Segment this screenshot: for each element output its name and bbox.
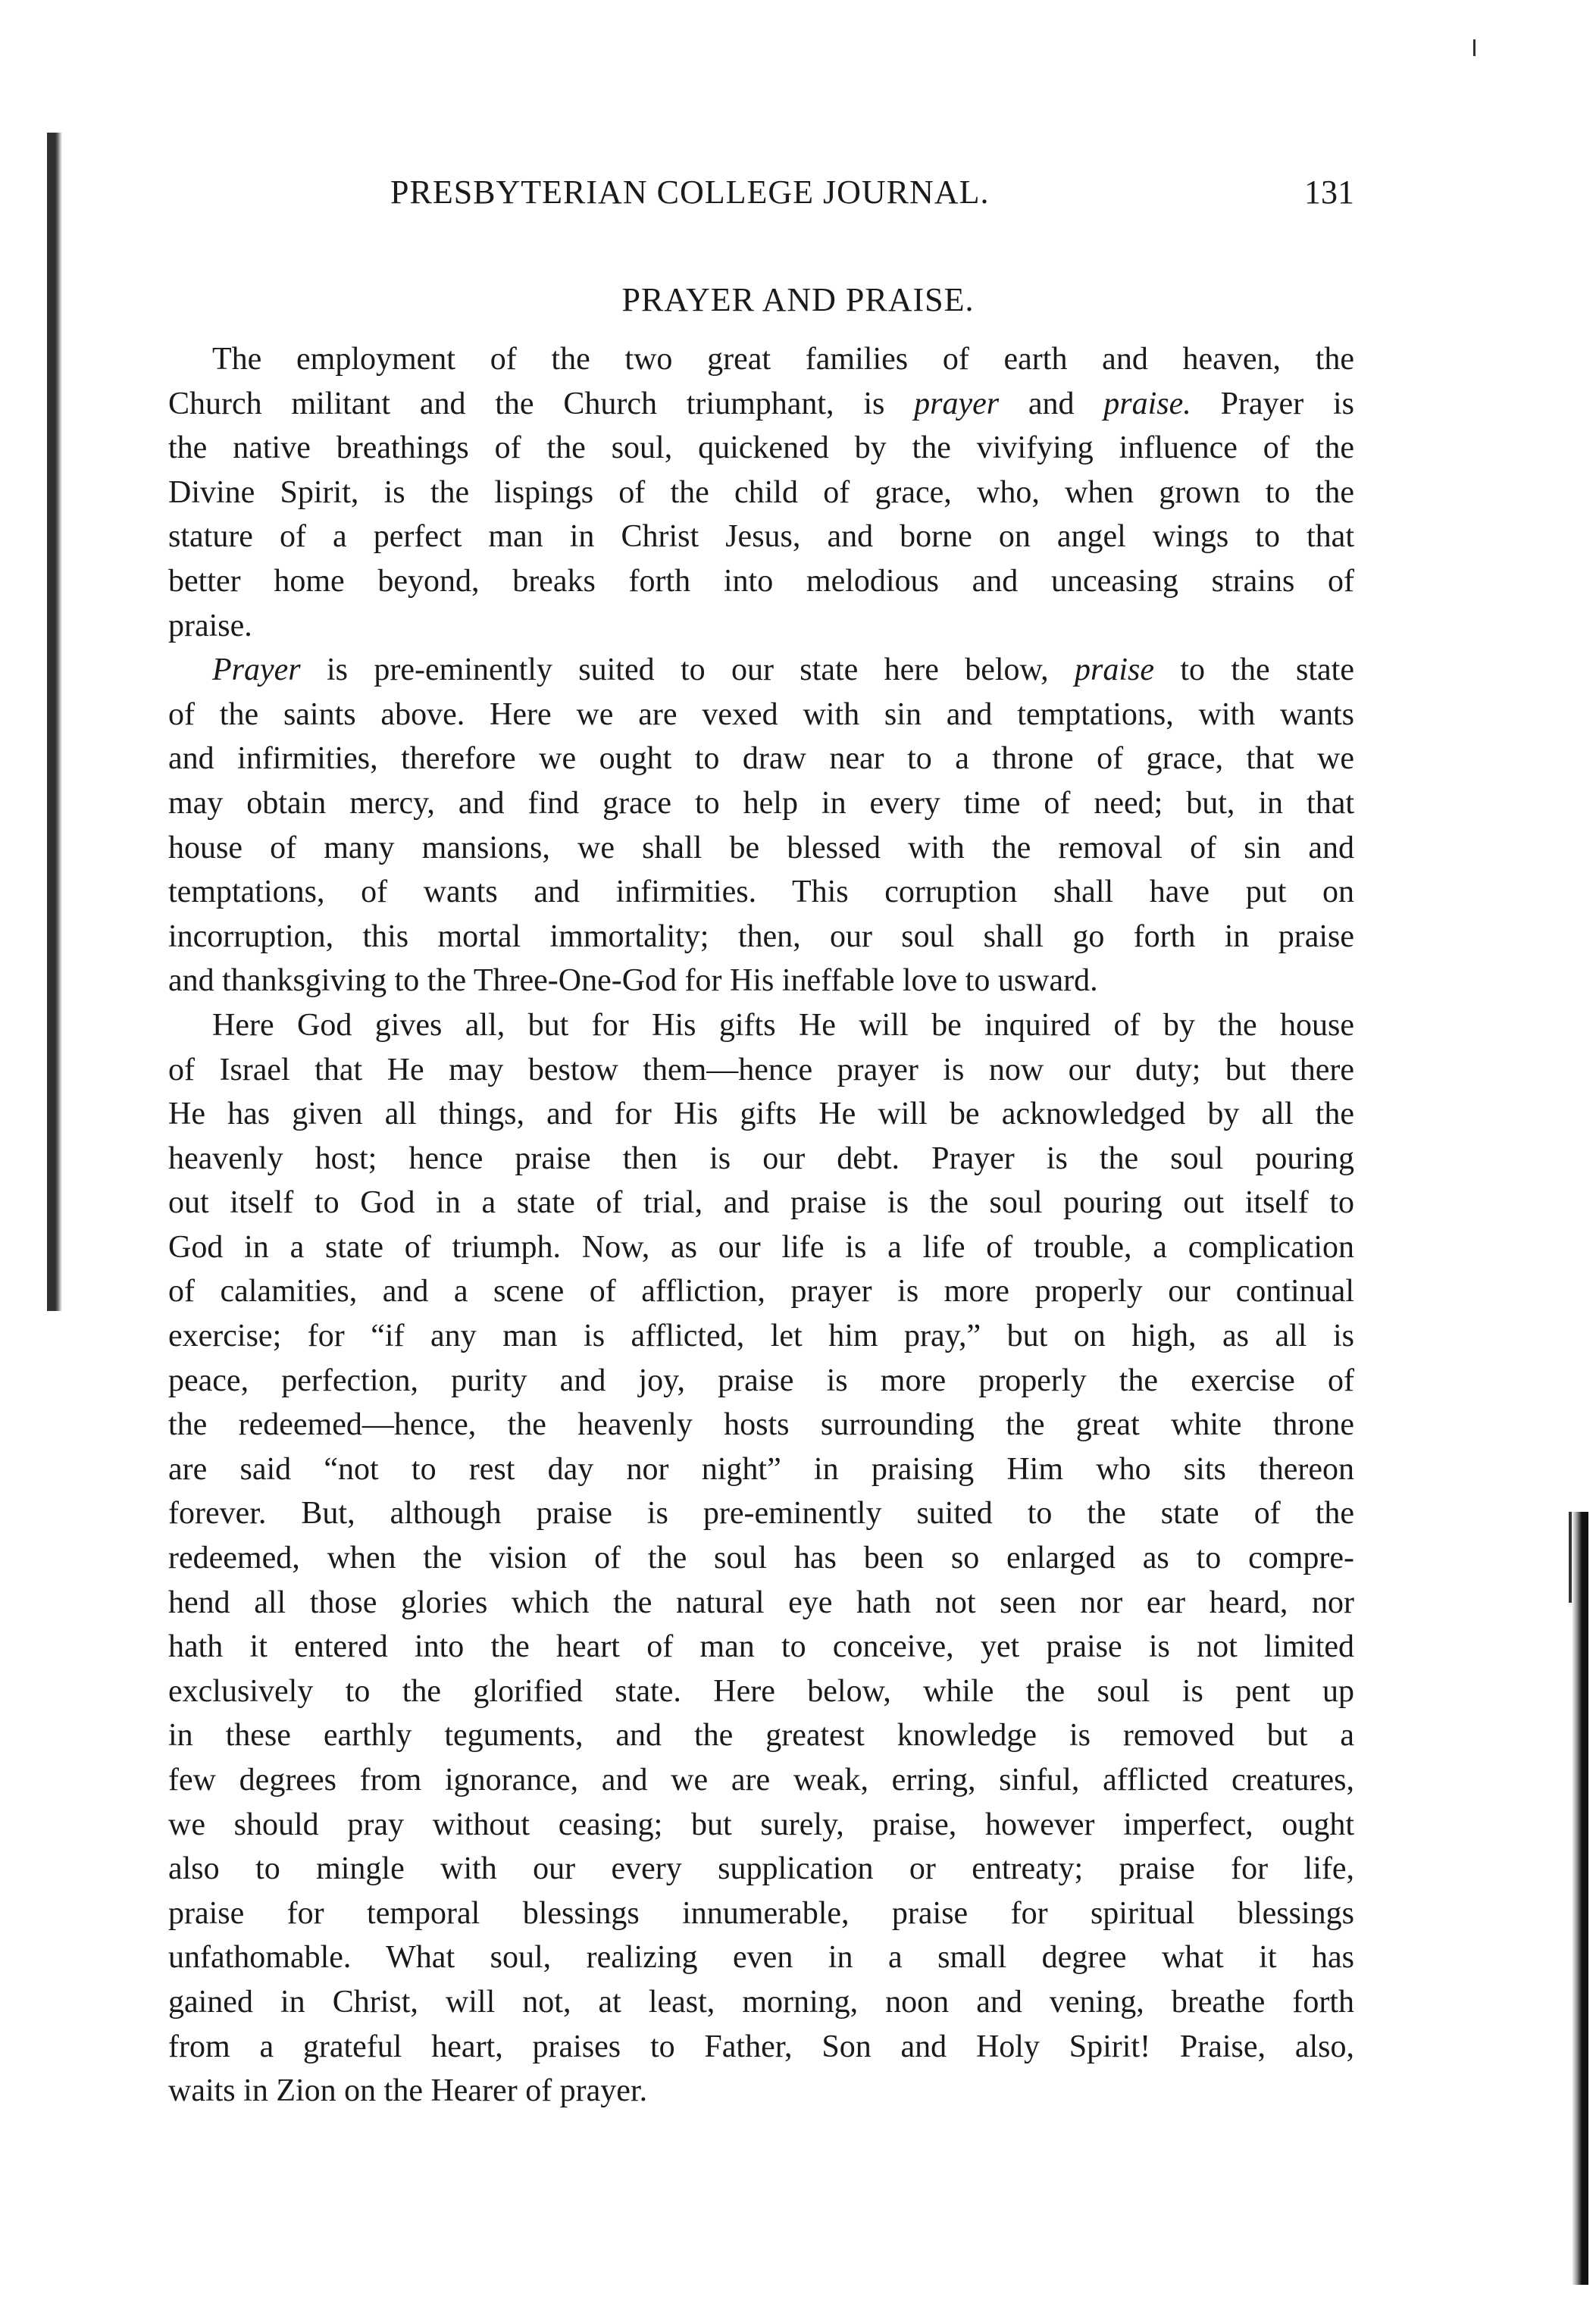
text-line [168, 382, 1354, 427]
text-line [168, 1669, 1354, 1714]
text-line [168, 1269, 1354, 1314]
italic-text: praise [1075, 652, 1154, 688]
text-line [168, 737, 1354, 781]
text-line [168, 1181, 1354, 1225]
scan-mark [1473, 39, 1476, 56]
text-line [168, 1891, 1354, 1936]
text-run: Here God gives all, but for His gifts He will be inquired of by the house [212, 1007, 1354, 1043]
text-line [168, 604, 1354, 649]
text-line [168, 515, 1354, 559]
text-line [168, 1536, 1354, 1581]
text-line [168, 1758, 1354, 1803]
text-line [168, 559, 1354, 604]
text-run: hath it entered into the heart of man to conceive, yet praise is not limited [168, 1629, 1354, 1665]
text-run: may obtain mercy, and find grace to help in every time of need; but, in that [168, 785, 1354, 821]
text-run: house of many mansions, we shall be blessed with the removal of sin and [168, 830, 1354, 865]
text-run: peace, perfection, purity and joy, praise is more properly the exercise of [168, 1363, 1354, 1398]
article-title: PRAYER AND PRAISE. [621, 281, 975, 318]
text-line [168, 781, 1354, 826]
text-run: also to mingle with our every supplication or entreaty; praise for life, [168, 1851, 1354, 1887]
text-line [168, 915, 1354, 959]
text-run: of Israel that He may bestow them—hence prayer is now our duty; but there [168, 1052, 1354, 1087]
text-run: exclusively to the glorified state. Here below, while the soul is pent up [168, 1673, 1354, 1709]
paragraph [168, 648, 1354, 1003]
text-run: out itself to God in a state of trial, and praise is the soul pouring out itself to [168, 1185, 1354, 1221]
text-line [168, 1491, 1354, 1536]
text-run: heavenly host; hence praise then is our debt. Prayer is the soul pouring [168, 1140, 1354, 1176]
text-line [168, 959, 1354, 1003]
text-line [168, 471, 1354, 515]
text-run: in these earthly teguments, and the greatest knowledge is removed but a [168, 1718, 1354, 1754]
text-line [168, 693, 1354, 737]
text-line [168, 426, 1354, 471]
running-title: PRESBYTERIAN COLLEGE JOURNAL. [390, 174, 990, 211]
text-run: gained in Christ, will not, at least, morning, noon and vening, breathe forth [168, 1984, 1354, 2020]
italic-text: praise. [1103, 386, 1191, 421]
text-line [168, 870, 1354, 915]
paragraph [168, 1003, 1354, 2114]
italic-text: Prayer [212, 652, 301, 688]
text-line [168, 1713, 1354, 1758]
text-run: of the saints above. Here we are vexed with sin and temptations, with wants [168, 696, 1354, 732]
text-run: are said “not to rest day nor night” in praising Him who sits thereon [168, 1451, 1354, 1487]
text-line [168, 2025, 1354, 2070]
text-run: incorruption, this mortal immortality; then, our soul shall go forth in praise [168, 918, 1354, 954]
text-line [168, 1137, 1354, 1181]
text-run: better home beyond, breaks forth into melodious and unceasing strains of [168, 563, 1354, 599]
text-run: to the state [1154, 652, 1354, 688]
text-line [168, 1092, 1354, 1137]
article-body [168, 337, 1354, 2114]
text-run: and [999, 386, 1104, 421]
text-line [168, 1447, 1354, 1492]
text-line [168, 1225, 1354, 1270]
text-line [168, 1359, 1354, 1403]
page-number: 131 [1304, 174, 1354, 211]
text-line [168, 1935, 1354, 1980]
text-run: Prayer is [1191, 386, 1354, 421]
text-run: The employment of the two great families of earth and heaven, the [212, 342, 1354, 377]
text-line [168, 1625, 1354, 1669]
text-run: the redeemed—hence, the heavenly hosts surrounding the great white throne [168, 1407, 1354, 1443]
text-run: unfathomable. What soul, realizing even in a small degree what it has [168, 1940, 1354, 1976]
text-line [168, 337, 1354, 382]
text-run: of calamities, and a scene of affliction, prayer is more properly our continual [168, 1274, 1354, 1309]
text-run: few degrees from ignorance, and we are weak, erring, sinful, afflicted creatures, [168, 1763, 1354, 1798]
text-line [168, 1048, 1354, 1093]
italic-text: prayer [914, 386, 1000, 421]
text-run: God in a state of triumph. Now, as our life is a life of trouble, a complication [168, 1229, 1354, 1265]
text-run: forever. But, although praise is pre-eminently suited to the state of the [168, 1496, 1354, 1532]
text-run: He has given all things, and for His gifts He will be acknowledged by all the [168, 1097, 1354, 1132]
text-run: from a grateful heart, praises to Father, Son and Holy Spirit! Praise, also, [168, 2029, 1354, 2064]
text-line [168, 826, 1354, 871]
text-run: waits in Zion on the Hearer of prayer. [168, 2073, 648, 2109]
text-line [168, 1003, 1354, 1048]
text-line [168, 1847, 1354, 1891]
text-run: and thanksgiving to the Three-One-God for His ineffable love to usward. [168, 963, 1098, 999]
text-run: praise for temporal blessings innumerable, praise for spiritual blessings [168, 1895, 1354, 1931]
text-run: we should pray without ceasing; but surely, praise, however imperfect, ought [168, 1807, 1354, 1842]
text-run: redeemed, when the vision of the soul has been so enlarged as to compre- [168, 1541, 1354, 1576]
text-line [168, 1980, 1354, 2025]
text-run: exercise; for “if any man is afflicted, let him pray,” but on high, as all is [168, 1319, 1354, 1354]
text-run: temptations, of wants and infirmities. This corruption shall have put on [168, 875, 1354, 910]
text-line [168, 648, 1354, 693]
text-run: the native breathings of the soul, quickened by the vivifying influence of the [168, 430, 1354, 466]
text-run: is pre-eminently suited to our state here below, [300, 652, 1075, 688]
text-run: praise. [168, 608, 252, 643]
text-run: and infirmities, therefore we ought to draw near to a throne of grace, that we [168, 741, 1354, 777]
text-line [168, 1314, 1354, 1359]
running-head [390, 173, 1354, 226]
text-line [168, 1403, 1354, 1447]
text-run: Church militant and the Church triumphant, is [168, 386, 915, 421]
text-run: hend all those glories which the natural eye hath not seen nor ear heard, nor [168, 1585, 1354, 1620]
paragraph [168, 337, 1354, 648]
text-run: stature of a perfect man in Christ Jesus, and borne on angel wings to that [168, 519, 1354, 555]
text-run: Divine Spirit, is the lispings of the child of grace, who, when grown to the [168, 474, 1354, 510]
text-line [168, 1581, 1354, 1625]
text-line [168, 2069, 1354, 2114]
text-line [168, 1803, 1354, 1848]
scan-edge-right [1572, 1512, 1588, 2285]
